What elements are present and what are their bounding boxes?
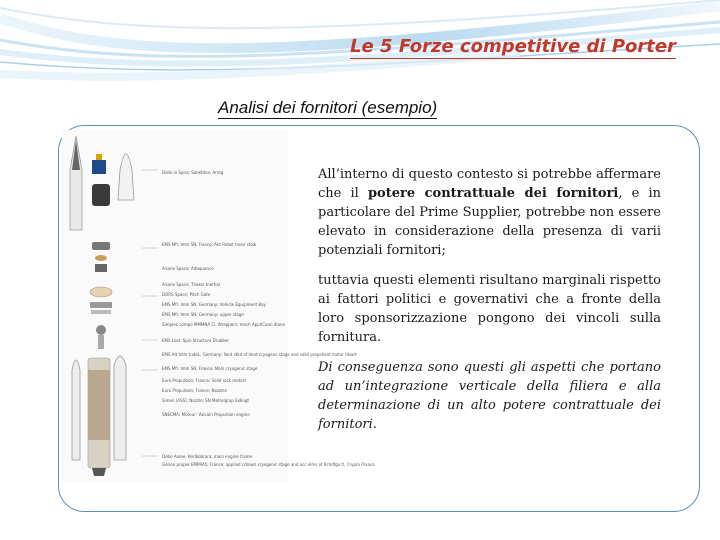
rocket-exploded-view-image (62, 130, 375, 482)
slide-subtitle: Analisi dei fornitori (esempio) (218, 98, 438, 117)
image-callout: Ariane Space; Altaquance (162, 266, 214, 271)
paragraph-1-before: All’interno di questo contesto si potrebbe affermare che il (318, 167, 661, 201)
image-callout: DORS Space; Pitch Gate (162, 292, 211, 297)
image-callout: EMS Loxt, Spin Structure Drubber (162, 338, 230, 343)
body-text (318, 165, 661, 445)
image-callout: Dolle in Spira; Satellites; Arrog (162, 170, 224, 175)
paragraph-1-bold: potere contrattuale dei fornitori (367, 186, 619, 201)
image-callout: EMS Mfr. Imm SN, France; Main cryogenic stage (162, 366, 258, 371)
paragraph-2: tuttavia questi elementi risultano marginali rispetto ai fattori politici e governativi che a fronte della loro sponsorizzazione pongono dei vincoli sulla fornitura. (318, 273, 661, 345)
image-callout: EMS Mfr. Imm SN, Germany; Vehicle Equipment Bay (162, 302, 266, 307)
image-callout: Gorion proper EMPRA5; France; applied cdrown cryogenic stage and acc elms of Rchdfgo lt, Crypro Prxaco (162, 462, 375, 467)
image-callout: EMS Mfr. Imm SN, Germany; upper stage (162, 312, 244, 317)
image-callout: EMS Alt Imm tudeL, Germany; fwrd stkd of Imnt cryogenc stage and solid propellant motor tikwrt (162, 352, 357, 357)
slide-title: Le 5 Forze competitive di Porter (350, 36, 676, 57)
paragraph-1 (318, 165, 661, 260)
image-callout: Euro Propulsion, France; Nozzles (162, 388, 227, 393)
paragraph-3: Di conseguenza sono questi gli aspetti che portano ad un’integrazione verticale della filiera e alla determinazione di un alto potere contrattuale dei fornitori. (318, 360, 661, 432)
image-callout: EMS Mfr. Imm SN, Fresco; Ant Robot Inner stow (162, 242, 257, 247)
image-callout: SNECMA; Moteur; Vulcain Propulsion engine (162, 412, 250, 417)
paragraph-1-after: , e in particolare del Prime Supplier, potrebbe non essere elevato in considerazione della presenza di varii potenziali fornitori; (318, 186, 661, 258)
image-callout: Simon (ASS); Nozzle; SN Metrolgrap Sidingt (162, 398, 249, 403)
image-callout: Dobe Aoree, Kerlbobrara; main engine frame (162, 454, 252, 459)
image-callout: Ariane Space; Thakor Inertial (162, 282, 221, 287)
image-callout: Simplex compo MMMNA Cl, Wrappers; mech Appl/Conn dlpne (162, 322, 285, 327)
image-callout: Euro Propulsion; France; Solid rock motors (162, 378, 247, 383)
